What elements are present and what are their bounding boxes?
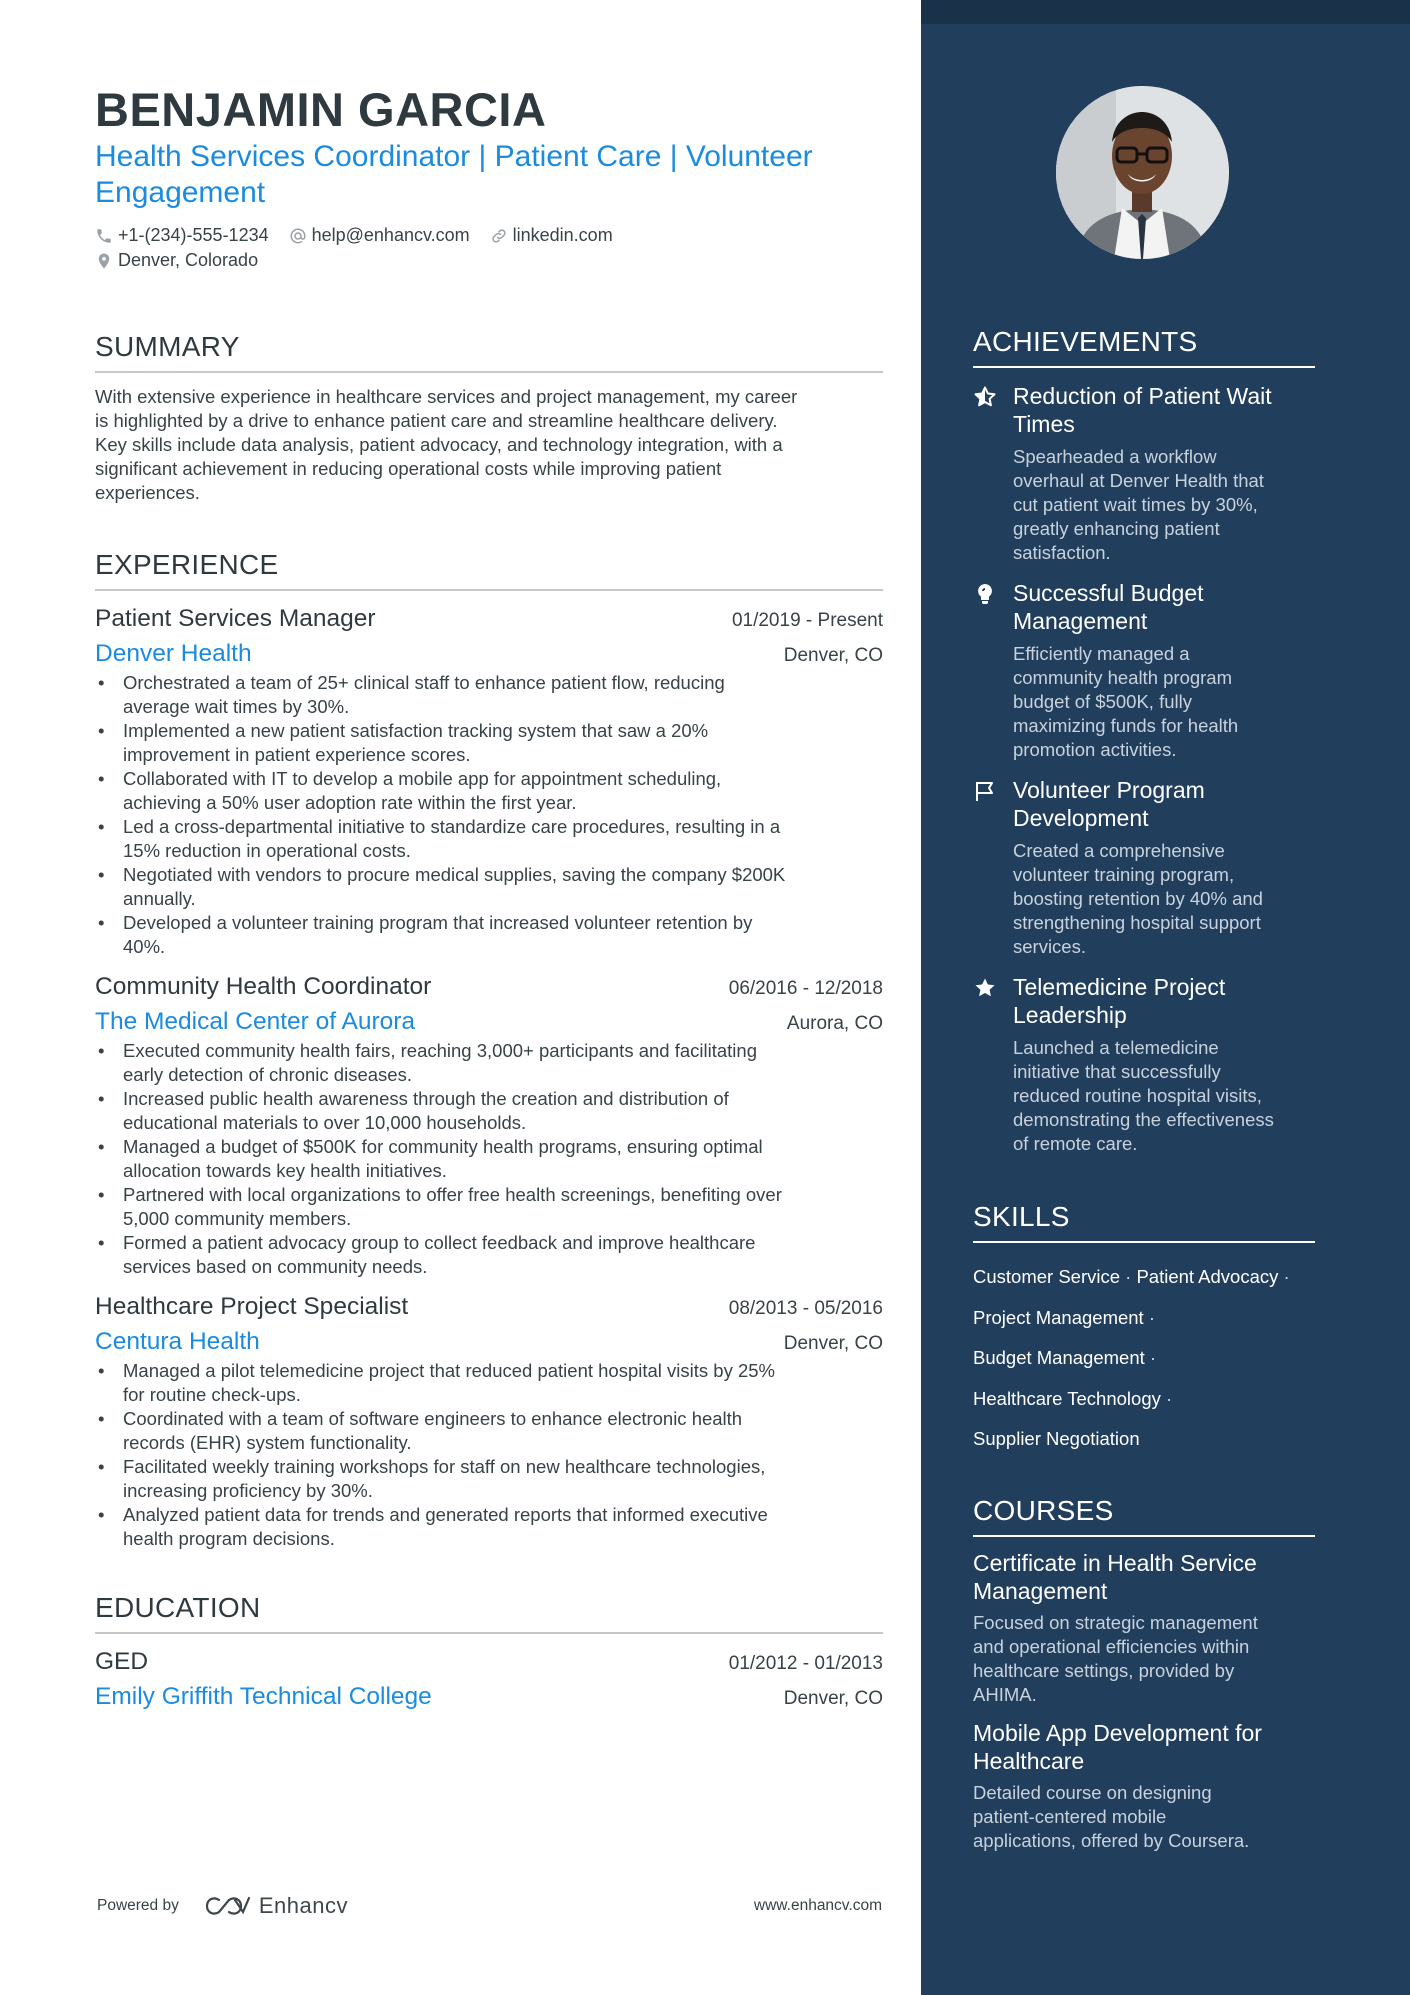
achievements-section (973, 325, 1315, 1156)
bullet-item (95, 815, 883, 863)
flag-icon (973, 779, 999, 805)
bullet-item (95, 1231, 883, 1279)
achievement-desc-line: overhaul at Denver Health that (1013, 470, 1264, 491)
brand-name: Enhancv (258, 1893, 348, 1918)
achievement-title (1013, 382, 1313, 438)
bullet-item (95, 863, 883, 911)
achievement-title-line: Volunteer Program (1013, 777, 1205, 803)
bullet-item (95, 1183, 883, 1231)
course-title (973, 1549, 1315, 1605)
bullet-item (95, 719, 883, 767)
bullet-line: • Managed a pilot telemedicine project that reduced patient hospital visits by 25% (123, 1360, 775, 1381)
job-entry (95, 971, 883, 1279)
bullet-line: • Orchestrated a team of 25+ clinical staff to enhance patient flow, reducing (123, 672, 725, 693)
section-title: EXPERIENCE (95, 549, 279, 580)
bullet-line: • Analyzed patient data for trends and generated reports that informed executive (123, 1504, 768, 1525)
job-title: Healthcare Project Specialist (95, 1293, 409, 1320)
sidebar-top-band (921, 0, 1410, 24)
summary-line: significant achievement in reducing operational costs while improving patient (95, 458, 722, 479)
job-location: Denver, CO (783, 645, 883, 666)
bullet-item (95, 1455, 883, 1503)
section-divider (973, 1241, 1315, 1243)
skill-separator: · (1166, 1387, 1173, 1409)
linkedin[interactable] (490, 223, 613, 248)
achievement-title-line: Management (1013, 608, 1148, 634)
course-desc-line: AHIMA. (973, 1683, 1037, 1705)
achievement-desc-line: promotion activities. (1013, 739, 1177, 760)
bullet-line: • Executed community health fairs, reaching 3,000+ participants and facilitating (123, 1040, 757, 1061)
bullet-line: annually. (123, 888, 196, 909)
bullet-line: achieving a 50% user adoption rate within the first year. (123, 792, 577, 813)
skills-section (973, 1200, 1315, 1460)
headline-line: Engagement (95, 176, 266, 209)
achievement-item (973, 973, 1315, 1156)
section-title: COURSES (973, 1494, 1114, 1526)
achievement-title-line: Times (1013, 411, 1075, 437)
company-name[interactable]: Denver Health (95, 640, 252, 667)
bullet-item (95, 1359, 883, 1407)
company-name[interactable]: Centura Health (95, 1328, 260, 1355)
job-subheader (95, 1007, 883, 1037)
section-divider (973, 366, 1315, 368)
achievement-desc-line: budget of $500K, fully (1013, 691, 1192, 712)
job-location: Aurora, CO (786, 1013, 883, 1034)
brand-logo[interactable] (205, 1893, 348, 1919)
star-icon (973, 976, 999, 1002)
bullet-line: increasing proficiency by 30%. (123, 1480, 373, 1501)
course-desc-line: applications, offered by Coursera. (973, 1829, 1250, 1851)
footer (97, 1893, 882, 1919)
achievement-body (1013, 382, 1313, 565)
education-entry (95, 1646, 883, 1712)
bullet-line: services based on community needs. (123, 1256, 428, 1277)
bullet-line: • Collaborated with IT to develop a mobile app for appointment scheduling, (123, 768, 722, 789)
education-location: Denver, CO (783, 1688, 883, 1709)
summary-text (95, 385, 883, 505)
education-date: 01/2012 - 01/2013 (728, 1653, 883, 1674)
job-date: 08/2013 - 05/2016 (728, 1298, 883, 1319)
achievement-desc-line: of remote care. (1013, 1133, 1138, 1154)
bullet-list (95, 671, 883, 959)
achievement-title (1013, 776, 1313, 832)
bullet-item (95, 1087, 883, 1135)
website-link[interactable]: www.enhancv.com (753, 1897, 882, 1914)
bullet-line: 5,000 community members. (123, 1208, 352, 1229)
course-desc-line: patient-centered mobile (973, 1805, 1167, 1827)
bullet-line: records (EHR) system functionality. (123, 1432, 412, 1453)
sidebar-content (973, 325, 1315, 1853)
achievement-description (1013, 839, 1313, 959)
skill-item: Supplier Negotiation (973, 1428, 1140, 1449)
bullet-line: allocation towards key health initiatives. (123, 1160, 447, 1181)
achievement-desc-line: demonstrating the effectiveness (1013, 1109, 1274, 1130)
location-text: Denver, Colorado (118, 250, 259, 270)
company-name[interactable]: The Medical Center of Aurora (95, 1008, 416, 1035)
section-title: SUMMARY (95, 331, 240, 362)
achievement-desc-line: initiative that successfully (1013, 1061, 1221, 1082)
bullet-line: 15% reduction in operational costs. (123, 840, 411, 861)
job-entry (95, 603, 883, 959)
job-title: Community Health Coordinator (95, 973, 432, 1000)
bullet-item (95, 911, 883, 959)
course-title (973, 1719, 1315, 1775)
achievement-title-line: Reduction of Patient Wait (1013, 383, 1272, 409)
bullet-line: • Negotiated with vendors to procure medical supplies, saving the company $200K (123, 864, 786, 885)
skill-item: Customer Service (973, 1266, 1121, 1287)
skill-separator: · (1283, 1266, 1290, 1287)
summary-line: Key skills include data analysis, patient advocacy, and technology integration, with a (95, 434, 783, 455)
achievement-desc-line: volunteer training program, (1013, 864, 1235, 885)
course-desc-line: Focused on strategic management (973, 1611, 1258, 1633)
phone-text: +1-(234)-555-1234 (118, 225, 269, 245)
degree: GED (95, 1648, 149, 1675)
achievement-description (1013, 642, 1313, 762)
skill-item: Healthcare Technology (973, 1387, 1161, 1409)
bullet-line: early detection of chronic diseases. (123, 1064, 412, 1085)
bullet-item (95, 1407, 883, 1455)
bullet-line: average wait times by 30%. (123, 696, 350, 717)
achievement-desc-line: cut patient wait times by 30%, (1013, 494, 1258, 515)
bullet-line: • Facilitated weekly training workshops for staff on new healthcare technologies, (123, 1456, 766, 1477)
achievement-title-line: Development (1013, 805, 1149, 831)
skill-item: Budget Management (973, 1347, 1145, 1368)
course-desc-line: Detailed course on designing (973, 1781, 1212, 1803)
job-header (95, 1291, 883, 1323)
course-desc-line: healthcare settings, provided by (973, 1659, 1235, 1681)
achievement-desc-line: Created a comprehensive (1013, 840, 1225, 861)
email[interactable] (289, 223, 470, 248)
bullet-line: • Formed a patient advocacy group to collect feedback and improve healthcare (123, 1232, 756, 1253)
achievement-title-line: Telemedicine Project (1013, 974, 1226, 1000)
job-list (95, 603, 883, 1551)
map-pin-icon (95, 252, 113, 270)
bullet-list (95, 1039, 883, 1279)
achievement-body (1013, 973, 1313, 1156)
powered-by-label: Powered by (97, 1897, 179, 1914)
skill-item: Project Management (973, 1306, 1144, 1328)
bullet-item (95, 767, 883, 815)
achievement-desc-line: services. (1013, 936, 1086, 957)
location (95, 248, 258, 273)
bullet-item (95, 1135, 883, 1183)
achievement-list (973, 382, 1315, 1156)
headline (95, 139, 883, 211)
bullet-list (95, 1359, 883, 1551)
avatar (1056, 86, 1229, 259)
bullet-item (95, 671, 883, 719)
job-date: 06/2016 - 12/2018 (728, 978, 883, 999)
achievement-desc-line: community health program (1013, 667, 1233, 688)
job-date: 01/2019 - Present (731, 610, 883, 631)
achievement-desc-line: Efficiently managed a (1013, 643, 1190, 664)
achievement-desc-line: boosting retention by 40% and (1013, 888, 1263, 909)
phone-icon (95, 227, 113, 245)
skill-separator: · (1149, 1347, 1157, 1368)
email-text: help@enhancv.com (311, 225, 470, 245)
candidate-name: BENJAMIN GARCIA (95, 83, 547, 136)
course-title-line: Mobile App Development for (973, 1719, 1262, 1746)
course-title-line: Management (973, 1577, 1108, 1604)
link-icon (490, 227, 508, 245)
achievement-item (973, 776, 1315, 959)
achievement-item (973, 579, 1315, 762)
achievement-body (1013, 776, 1313, 959)
phone[interactable] (95, 223, 269, 248)
main-column (95, 82, 883, 1712)
bullet-line: • Coordinated with a team of software engineers to enhance electronic health (123, 1408, 743, 1429)
achievement-desc-line: greatly enhancing patient (1013, 518, 1220, 539)
section-divider (95, 589, 883, 591)
section-divider (95, 1632, 883, 1634)
skill-item: Patient Advocacy (1136, 1266, 1279, 1287)
course-item (973, 1549, 1315, 1707)
contact-info (95, 223, 883, 273)
course-description (973, 1781, 1315, 1853)
course-desc-line: and operational efficiencies within (973, 1635, 1250, 1657)
star-half-icon (973, 385, 999, 411)
achievement-body (1013, 579, 1313, 762)
bullet-item (95, 1039, 883, 1087)
section-title: SKILLS (973, 1201, 1070, 1232)
achievement-desc-line: maximizing funds for health (1013, 715, 1239, 736)
achievement-description (1013, 1036, 1313, 1156)
headline-line: Health Services Coordinator | Patient Care | Volunteer (95, 140, 813, 173)
achievement-desc-line: Spearheaded a workflow (1013, 446, 1217, 467)
course-title-line: Certificate in Health Service (973, 1549, 1257, 1576)
course-description (973, 1611, 1315, 1707)
bullet-line: • Developed a volunteer training program that increased volunteer retention by (123, 912, 753, 933)
courses-section (973, 1494, 1315, 1853)
job-header (95, 603, 883, 635)
lightbulb-icon (973, 582, 999, 608)
summary-line: is highlighted by a drive to enhance patient care and streamline healthcare delivery. (95, 410, 778, 431)
achievement-desc-line: strengthening hospital support (1013, 912, 1261, 933)
achievement-desc-line: reduced routine hospital visits, (1013, 1085, 1262, 1106)
job-entry (95, 1291, 883, 1551)
job-title: Patient Services Manager (95, 605, 376, 632)
course-item (973, 1719, 1315, 1853)
job-location: Denver, CO (783, 1333, 883, 1354)
enhancv-logo-icon (205, 1894, 251, 1918)
section-title: ACHIEVEMENTS (973, 326, 1198, 357)
achievement-title-line: Leadership (1013, 1002, 1127, 1028)
skill-separator: · (1125, 1266, 1132, 1287)
summary-section (95, 330, 883, 505)
section-divider (973, 1535, 1315, 1537)
job-subheader (95, 639, 883, 669)
course-title-line: Healthcare (973, 1747, 1085, 1774)
achievement-desc-line: Launched a telemedicine (1013, 1037, 1219, 1058)
bullet-line: for routine check-ups. (123, 1384, 301, 1405)
bullet-line: improvement in patient experience scores. (123, 744, 471, 765)
bullet-line: • Managed a budget of $500K for community health programs, ensuring optimal (123, 1136, 763, 1157)
achievement-title-line: Successful Budget (1013, 580, 1204, 606)
bullet-line: • Implemented a new patient satisfaction tracking system that saw a 20% (123, 720, 709, 741)
achievement-item (973, 382, 1315, 565)
bullet-line: • Led a cross-departmental initiative to standardize care procedures, resulting in a (123, 816, 781, 837)
school-name[interactable]: Emily Griffith Technical College (95, 1683, 432, 1710)
achievement-title (1013, 973, 1313, 1029)
achievement-desc-line: satisfaction. (1013, 542, 1111, 563)
section-title: EDUCATION (95, 1592, 261, 1623)
linkedin-text: linkedin.com (512, 225, 613, 245)
bullet-line: • Partnered with local organizations to offer free health screenings, benefiting over (123, 1184, 782, 1205)
bullet-line: educational materials to over 10,000 households. (123, 1112, 527, 1133)
summary-line: With extensive experience in healthcare services and project management, my career (95, 386, 798, 407)
experience-section (95, 548, 883, 1551)
bullet-item (95, 1503, 883, 1551)
bullet-line: • Increased public health awareness through the creation and distribution of (123, 1088, 729, 1109)
course-list (973, 1549, 1315, 1853)
job-subheader (95, 1327, 883, 1357)
achievement-title (1013, 579, 1313, 635)
skill-list (973, 1257, 1315, 1460)
job-header (95, 971, 883, 1003)
bullet-line: health program decisions. (123, 1528, 335, 1549)
achievement-description (1013, 445, 1313, 565)
summary-line: experiences. (95, 482, 200, 503)
at-icon (289, 227, 307, 245)
skill-separator: · (1148, 1306, 1156, 1328)
bullet-line: 40%. (123, 936, 166, 957)
education-section (95, 1591, 883, 1712)
powered-by (97, 1893, 348, 1919)
section-divider (95, 371, 883, 373)
